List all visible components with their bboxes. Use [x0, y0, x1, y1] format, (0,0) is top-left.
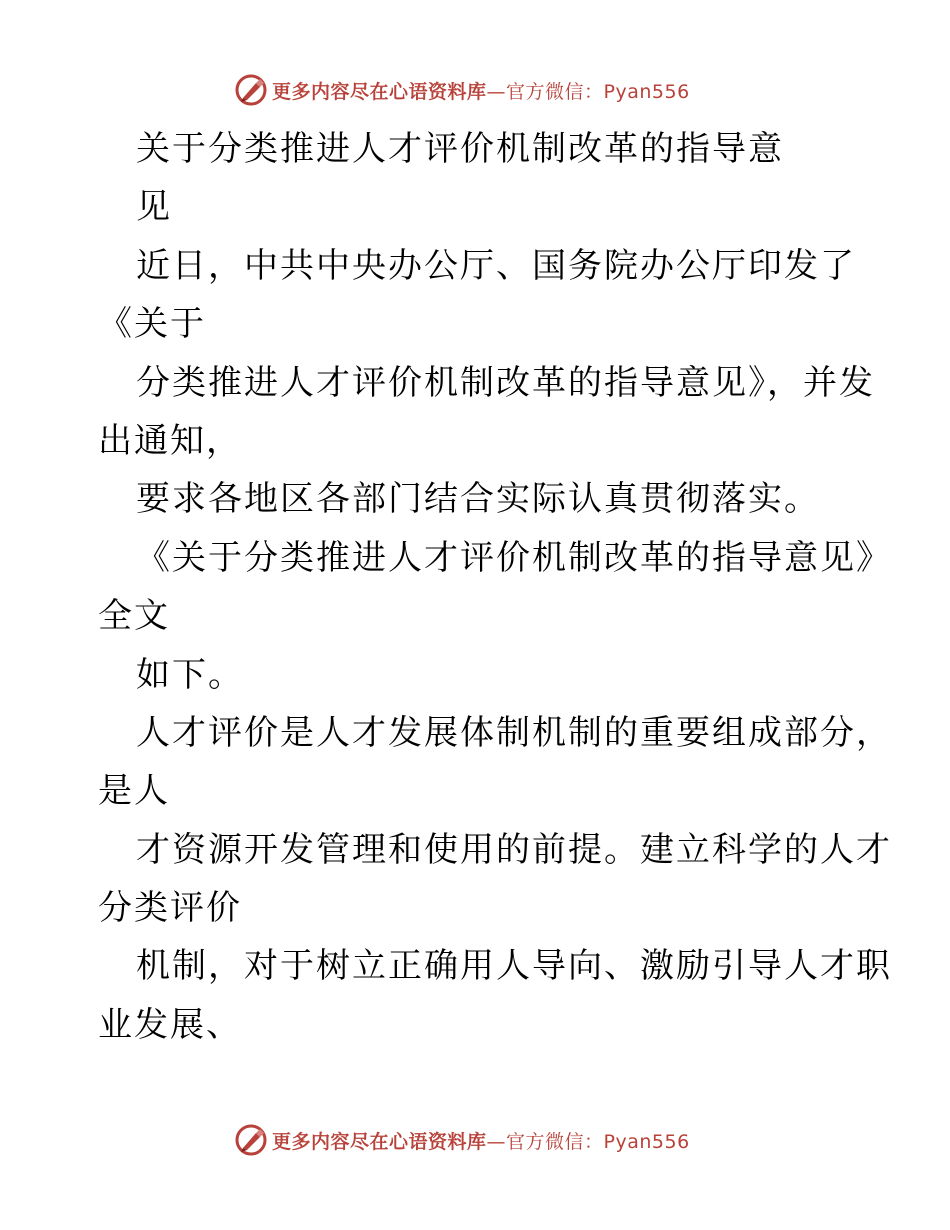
pen-logo-icon	[234, 73, 268, 107]
text-line: 分类评价	[98, 888, 242, 929]
banner-separator: —	[486, 1130, 507, 1153]
header-banner	[234, 70, 714, 110]
text-line: 要求各地区各部门结合实际认真贯彻落实。	[136, 479, 820, 520]
text-line: 是人	[98, 771, 170, 812]
banner-text	[272, 77, 690, 104]
banner-separator: —	[486, 80, 507, 103]
banner-wechat-id: Pyan556	[603, 80, 690, 103]
banner-text	[272, 1127, 690, 1154]
text-line: 关于分类推进人才评价机制改革的指导意	[136, 129, 784, 169]
text-line: 如下。	[136, 654, 244, 695]
text-line: 《关于	[98, 304, 206, 345]
banner-brand: 更多内容尽在心语资料库	[272, 1130, 487, 1153]
text-line: 人才评价是人才发展体制机制的重要组成部分，	[136, 712, 892, 753]
text-line: 分类推进人才评价机制改革的指导意见》，并发	[136, 362, 875, 403]
document-body	[98, 120, 892, 1054]
text-line: 《关于分类推进人才评价机制改革的指导意见》	[136, 537, 892, 578]
text-line: 全文	[98, 596, 170, 637]
text-line: 见	[136, 187, 172, 228]
banner-wechat-id: Pyan556	[603, 1130, 690, 1153]
banner-wechat-label: 官方微信：	[506, 80, 604, 103]
banner-brand: 更多内容尽在心语资料库	[272, 80, 487, 103]
pen-logo-icon	[234, 1123, 268, 1157]
footer-banner	[234, 1120, 714, 1160]
text-line: 出通知，	[98, 420, 242, 461]
text-line: 近日，中共中央办公厅、国务院办公厅印发了	[136, 245, 856, 286]
text-line: 机制，对于树立正确用人导向、激励引导人才职	[136, 946, 892, 987]
text-line: 业发展、	[98, 1004, 242, 1045]
text-line: 才资源开发管理和使用的前提。建立科学的人才	[136, 829, 892, 870]
banner-wechat-label: 官方微信：	[506, 1130, 604, 1153]
